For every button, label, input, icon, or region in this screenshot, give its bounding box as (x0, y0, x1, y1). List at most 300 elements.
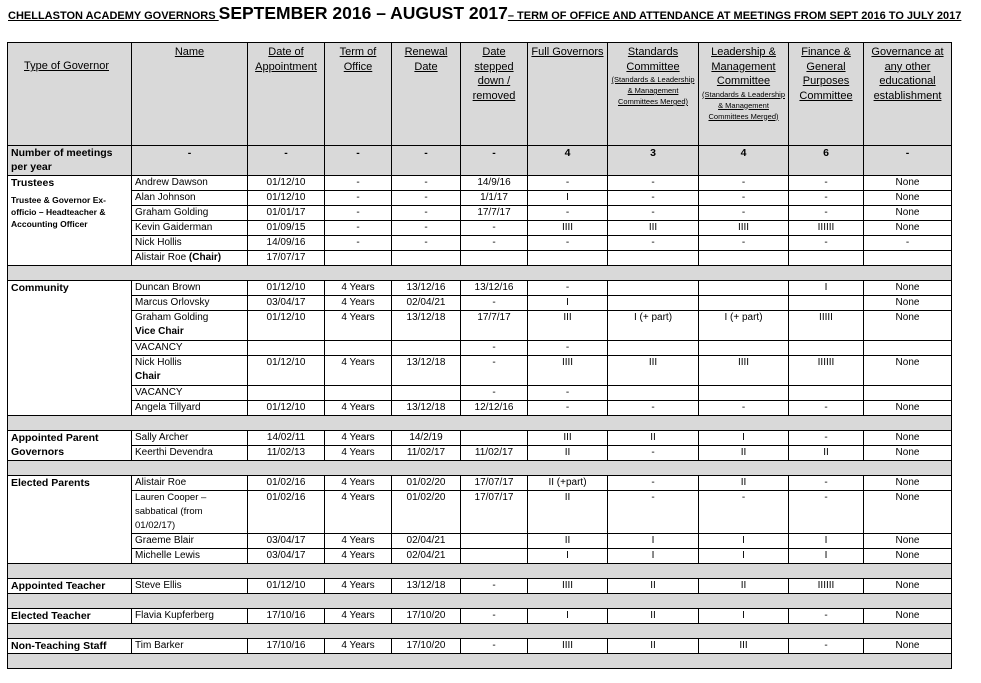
governor-renewal-cell: 17/10/20 (392, 639, 461, 654)
governor-stepped-cell (461, 431, 528, 446)
header-row (8, 43, 952, 146)
governor-full-cell: II (528, 534, 608, 549)
governor-standards-cell (608, 341, 699, 356)
governor-leadership-cell: IIII (699, 221, 789, 236)
table-row (8, 191, 952, 206)
governor-standards-cell: - (608, 401, 699, 416)
governor-standards-cell: - (608, 476, 699, 491)
governor-appointment-cell: 17/10/16 (248, 609, 325, 624)
governor-standards-cell: II (608, 639, 699, 654)
governor-full-cell: IIII (528, 356, 608, 386)
governor-role: Vice Chair (135, 326, 184, 337)
governor-term-cell: 4 Years (325, 431, 392, 446)
table-body (8, 146, 952, 669)
governor-type-label: Non-Teaching Staff (11, 640, 107, 652)
meetings-label: Number of meetings per year (8, 146, 132, 176)
table-row (8, 296, 952, 311)
governor-appointment-cell (248, 386, 325, 401)
governor-renewal-cell: 02/04/21 (392, 534, 461, 549)
governor-name-cell (132, 534, 248, 549)
governor-governance-cell: None (864, 639, 952, 654)
meetings-leadership: 4 (699, 146, 789, 176)
governor-governance-cell: None (864, 491, 952, 534)
header-appointment: Date of Appointment (248, 43, 325, 146)
governor-stepped-cell: - (461, 579, 528, 594)
governor-appointment-cell: 01/12/10 (248, 176, 325, 191)
meetings-row (8, 146, 952, 176)
governor-stepped-cell: 17/07/17 (461, 491, 528, 534)
governor-standards-cell: III (608, 356, 699, 386)
governor-term-cell: 4 Years (325, 491, 392, 534)
separator-cell (8, 266, 952, 281)
governor-finance-cell: IIIIII (789, 221, 864, 236)
governor-name: Nick Hollis (135, 237, 182, 248)
meetings-term: - (325, 146, 392, 176)
governor-name-cell (132, 401, 248, 416)
governor-type-label: Elected Teacher (11, 610, 91, 622)
governor-name: Duncan Brown (135, 282, 201, 293)
governor-governance-cell: None (864, 356, 952, 386)
governor-name: Flavia Kupferberg (135, 610, 214, 621)
governor-stepped-cell: - (461, 296, 528, 311)
governor-renewal-cell: 02/04/21 (392, 296, 461, 311)
governor-full-cell: - (528, 386, 608, 401)
governor-full-cell: I (528, 549, 608, 564)
governor-name: VACANCY (135, 342, 183, 353)
governor-name-cell (132, 296, 248, 311)
governor-type-cell (8, 579, 132, 594)
meetings-renewal: - (392, 146, 461, 176)
governor-name: Lauren Cooper – sabbatical (from 01/02/17) (135, 492, 207, 531)
governor-leadership-cell: I (699, 431, 789, 446)
governor-name-cell (132, 476, 248, 491)
governor-leadership-cell: II (699, 446, 789, 461)
governor-appointment-cell: 11/02/13 (248, 446, 325, 461)
governor-appointment-cell: 01/01/17 (248, 206, 325, 221)
governor-name-cell (132, 191, 248, 206)
governor-term-cell: 4 Years (325, 639, 392, 654)
governor-finance-cell: I (789, 534, 864, 549)
governor-type-cell (8, 639, 132, 654)
separator-cell (8, 654, 952, 669)
governor-finance-cell: - (789, 491, 864, 534)
governor-type-cell (8, 609, 132, 624)
governor-leadership-cell (699, 296, 789, 311)
governor-type-label: Appointed Parent Governors (11, 432, 99, 458)
governor-governance-cell: None (864, 476, 952, 491)
governor-name: Andrew Dawson (135, 177, 208, 188)
governor-governance-cell: None (864, 609, 952, 624)
governor-renewal-cell: - (392, 236, 461, 251)
governor-leadership-cell: - (699, 176, 789, 191)
governor-renewal-cell: 14/2/19 (392, 431, 461, 446)
governor-name-cell (132, 609, 248, 624)
governor-name: Angela Tillyard (135, 402, 201, 413)
governor-term-cell: - (325, 176, 392, 191)
governor-name-cell (132, 341, 248, 356)
governors-table (7, 42, 952, 669)
meetings-name: - (132, 146, 248, 176)
governor-type-label: Appointed Teacher (11, 580, 106, 592)
governor-type-cell (8, 176, 132, 266)
governor-standards-cell (608, 296, 699, 311)
governor-type-cell (8, 281, 132, 416)
governor-finance-cell: - (789, 191, 864, 206)
governor-full-cell: - (528, 401, 608, 416)
governor-renewal-cell (392, 341, 461, 356)
header-leadership-note: (Standards & Leadership & Management Committees Merged) (702, 89, 785, 121)
separator-row (8, 266, 952, 281)
governor-stepped-cell: - (461, 609, 528, 624)
governor-governance-cell: None (864, 191, 952, 206)
governor-governance-cell: None (864, 221, 952, 236)
governor-term-cell: 4 Years (325, 534, 392, 549)
governor-standards-cell (608, 386, 699, 401)
governor-term-cell: 4 Years (325, 356, 392, 386)
governor-standards-cell: - (608, 491, 699, 534)
governor-name-cell (132, 251, 248, 266)
table-row (8, 356, 952, 386)
governor-appointment-cell: 14/09/16 (248, 236, 325, 251)
governor-term-cell: 4 Years (325, 609, 392, 624)
table-row (8, 609, 952, 624)
table-row (8, 281, 952, 296)
governor-leadership-cell: II (699, 476, 789, 491)
governor-governance-cell: None (864, 446, 952, 461)
separator-cell (8, 564, 952, 579)
header-leadership (699, 43, 789, 146)
governor-renewal-cell: - (392, 191, 461, 206)
table-row (8, 236, 952, 251)
header-name: Name (132, 43, 248, 146)
governor-stepped-cell: - (461, 386, 528, 401)
governor-name-cell (132, 549, 248, 564)
table-row (8, 206, 952, 221)
governor-finance-cell: I (789, 549, 864, 564)
governor-name-cell (132, 311, 248, 341)
separator-cell (8, 624, 952, 639)
governor-governance-cell: None (864, 579, 952, 594)
governor-governance-cell: None (864, 311, 952, 341)
governor-full-cell: - (528, 236, 608, 251)
governor-leadership-cell (699, 386, 789, 401)
governor-governance-cell: None (864, 281, 952, 296)
governor-name-cell (132, 206, 248, 221)
separator-cell (8, 461, 952, 476)
governor-full-cell: IIII (528, 579, 608, 594)
governor-appointment-cell: 03/04/17 (248, 296, 325, 311)
governor-type-label: Community (11, 282, 69, 294)
meetings-finance: 6 (789, 146, 864, 176)
governor-stepped-cell: 14/9/16 (461, 176, 528, 191)
governor-standards-cell: - (608, 176, 699, 191)
header-term: Term of Office (325, 43, 392, 146)
governor-appointment-cell: 03/04/17 (248, 549, 325, 564)
governor-stepped-cell: 12/12/16 (461, 401, 528, 416)
governor-name-cell (132, 176, 248, 191)
governor-leadership-cell: I (+ part) (699, 311, 789, 341)
governor-type-cell (8, 476, 132, 564)
governor-governance-cell: None (864, 534, 952, 549)
governor-name: Marcus Orlovsky (135, 297, 210, 308)
table-row (8, 431, 952, 446)
governor-term-cell: - (325, 236, 392, 251)
governor-leadership-cell (699, 341, 789, 356)
governor-finance-cell: IIIII (789, 311, 864, 341)
governor-governance-cell: None (864, 206, 952, 221)
governor-appointment-cell (248, 341, 325, 356)
governor-stepped-cell: 11/02/17 (461, 446, 528, 461)
governor-standards-cell: I (608, 549, 699, 564)
governor-leadership-cell: IIII (699, 356, 789, 386)
governor-renewal-cell: - (392, 221, 461, 236)
governor-renewal-cell: 02/04/21 (392, 549, 461, 564)
governor-appointment-cell: 01/02/16 (248, 491, 325, 534)
governor-name: Alan Johnson (135, 192, 196, 203)
governor-type-cell (8, 431, 132, 461)
governor-renewal-cell: 01/02/20 (392, 491, 461, 534)
governor-finance-cell: - (789, 431, 864, 446)
governor-leadership-cell: - (699, 191, 789, 206)
governor-term-cell: - (325, 191, 392, 206)
meetings-stepped: - (461, 146, 528, 176)
separator-cell (8, 416, 952, 431)
governor-full-cell: I (528, 296, 608, 311)
governor-name-cell (132, 356, 248, 386)
governor-renewal-cell (392, 251, 461, 266)
governor-type-label: Elected Parents (11, 477, 90, 489)
separator-row (8, 654, 952, 669)
governor-term-cell: 4 Years (325, 476, 392, 491)
governor-full-cell: - (528, 341, 608, 356)
governor-renewal-cell: 13/12/18 (392, 579, 461, 594)
header-stepped: Date stepped down / removed (461, 43, 528, 146)
header-finance: Finance & General Purposes Committee (789, 43, 864, 146)
table-row (8, 401, 952, 416)
governor-finance-cell: I (789, 281, 864, 296)
table-row (8, 251, 952, 266)
governor-standards-cell: II (608, 609, 699, 624)
header-renewal: Renewal Date (392, 43, 461, 146)
header-standards (608, 43, 699, 146)
separator-row (8, 624, 952, 639)
header-standards-label: Standards Committee (626, 46, 680, 73)
governor-standards-cell: - (608, 446, 699, 461)
governor-governance-cell: None (864, 549, 952, 564)
governor-finance-cell (789, 386, 864, 401)
table-row (8, 639, 952, 654)
governor-renewal-cell: 13/12/18 (392, 356, 461, 386)
document-title (8, 3, 961, 26)
governor-name-cell (132, 386, 248, 401)
table-row (8, 549, 952, 564)
governor-type-note: Trustee & Governor Ex-officio – Headteacher & Accounting Officer (11, 195, 106, 229)
governor-name: Alistair Roe (135, 477, 187, 488)
governor-name-cell (132, 579, 248, 594)
governor-stepped-cell: - (461, 639, 528, 654)
governor-finance-cell: - (789, 236, 864, 251)
governor-stepped-cell: 17/7/17 (461, 311, 528, 341)
governor-name: Kevin Gaiderman (135, 222, 213, 233)
governor-stepped-cell: - (461, 236, 528, 251)
governor-name: VACANCY (135, 387, 183, 398)
table-row (8, 176, 952, 191)
header-leadership-label: Leadership & Management Committee (711, 46, 776, 87)
governor-finance-cell (789, 251, 864, 266)
governor-stepped-cell (461, 549, 528, 564)
governor-finance-cell (789, 296, 864, 311)
governor-governance-cell: None (864, 431, 952, 446)
table-row (8, 311, 952, 341)
governor-full-cell: - (528, 206, 608, 221)
governor-leadership-cell: - (699, 401, 789, 416)
governor-term-cell: 4 Years (325, 281, 392, 296)
governor-leadership-cell: I (699, 534, 789, 549)
governor-full-cell: IIII (528, 639, 608, 654)
governor-stepped-cell: - (461, 221, 528, 236)
governor-stepped-cell: 17/07/17 (461, 476, 528, 491)
governor-term-cell: 4 Years (325, 401, 392, 416)
governor-full-cell: - (528, 176, 608, 191)
separator-row (8, 564, 952, 579)
governor-finance-cell: II (789, 446, 864, 461)
governor-finance-cell: - (789, 609, 864, 624)
table-row (8, 446, 952, 461)
governor-governance-cell: None (864, 176, 952, 191)
governor-standards-cell: - (608, 206, 699, 221)
governor-standards-cell: I (+ part) (608, 311, 699, 341)
table-row (8, 386, 952, 401)
governor-leadership-cell: - (699, 206, 789, 221)
governor-term-cell: - (325, 206, 392, 221)
governor-name: Nick Hollis (135, 357, 182, 368)
governor-term-cell (325, 251, 392, 266)
governor-standards-cell (608, 281, 699, 296)
governor-governance-cell: None (864, 401, 952, 416)
governor-full-cell: III (528, 431, 608, 446)
governor-finance-cell: - (789, 639, 864, 654)
governor-stepped-cell: 13/12/16 (461, 281, 528, 296)
governor-appointment-cell: 17/07/17 (248, 251, 325, 266)
governor-renewal-cell: 13/12/16 (392, 281, 461, 296)
governor-appointment-cell: 01/12/10 (248, 579, 325, 594)
governor-term-cell (325, 386, 392, 401)
separator-cell (8, 594, 952, 609)
governor-leadership-cell (699, 281, 789, 296)
governor-renewal-cell: 17/10/20 (392, 609, 461, 624)
table-row (8, 341, 952, 356)
governor-stepped-cell: 1/1/17 (461, 191, 528, 206)
governor-stepped-cell: 17/7/17 (461, 206, 528, 221)
governor-standards-cell: - (608, 191, 699, 206)
governor-type-label: Trustees (11, 177, 55, 189)
governor-name: Steve Ellis (135, 580, 182, 591)
governor-name-cell (132, 236, 248, 251)
title-main: SEPTEMBER 2016 – AUGUST 2017 (218, 3, 508, 23)
governor-name-cell (132, 491, 248, 534)
governor-standards-cell: II (608, 579, 699, 594)
governor-name-cell (132, 221, 248, 236)
governor-renewal-cell: - (392, 206, 461, 221)
governor-term-cell (325, 341, 392, 356)
governor-appointment-cell: 01/12/10 (248, 191, 325, 206)
governor-leadership-cell: I (699, 609, 789, 624)
governor-full-cell: IIII (528, 221, 608, 236)
governor-name: Graham Golding (135, 207, 209, 218)
table-row (8, 491, 952, 534)
governor-name-cell (132, 281, 248, 296)
governor-name: Sally Archer (135, 432, 189, 443)
governor-name: Graham Golding (135, 312, 209, 323)
governor-term-cell: 4 Years (325, 549, 392, 564)
governor-leadership-cell: I (699, 549, 789, 564)
governor-name: Keerthi Devendra (135, 447, 213, 458)
governor-name-cell (132, 446, 248, 461)
governor-standards-cell: II (608, 431, 699, 446)
governor-renewal-cell: - (392, 176, 461, 191)
governor-finance-cell: - (789, 176, 864, 191)
header-governance: Governance at any other educational establishment (864, 43, 952, 146)
governor-name: Alistair Roe (135, 252, 189, 263)
governor-stepped-cell: - (461, 356, 528, 386)
governor-appointment-cell: 01/12/10 (248, 401, 325, 416)
separator-row (8, 461, 952, 476)
governor-standards-cell: III (608, 221, 699, 236)
header-type: Type of Governor (8, 43, 132, 146)
governor-stepped-cell (461, 534, 528, 549)
governor-finance-cell: - (789, 206, 864, 221)
governor-finance-cell: IIIIII (789, 579, 864, 594)
governor-leadership-cell: III (699, 639, 789, 654)
governor-appointment-cell: 01/02/16 (248, 476, 325, 491)
table-row (8, 476, 952, 491)
governor-governance-cell: None (864, 296, 952, 311)
governor-name-cell (132, 639, 248, 654)
governor-full-cell (528, 251, 608, 266)
governor-governance-cell (864, 386, 952, 401)
governor-governance-cell (864, 251, 952, 266)
governor-term-cell: 4 Years (325, 446, 392, 461)
governor-leadership-cell: - (699, 236, 789, 251)
governor-full-cell: II (+part) (528, 476, 608, 491)
governor-appointment-cell: 17/10/16 (248, 639, 325, 654)
governor-appointment-cell: 01/12/10 (248, 356, 325, 386)
governor-finance-cell: - (789, 401, 864, 416)
governor-appointment-cell: 03/04/17 (248, 534, 325, 549)
governor-stepped-cell (461, 251, 528, 266)
table-row (8, 534, 952, 549)
governor-appointment-cell: 01/12/10 (248, 311, 325, 341)
governor-full-cell: - (528, 281, 608, 296)
governor-governance-cell: - (864, 236, 952, 251)
governor-finance-cell: IIIIII (789, 356, 864, 386)
governor-governance-cell (864, 341, 952, 356)
governor-full-cell: II (528, 446, 608, 461)
governor-term-cell: 4 Years (325, 296, 392, 311)
governor-leadership-cell: - (699, 491, 789, 534)
separator-row (8, 594, 952, 609)
table-row (8, 221, 952, 236)
governor-name: Graeme Blair (135, 535, 194, 546)
meetings-standards: 3 (608, 146, 699, 176)
governor-leadership-cell: II (699, 579, 789, 594)
governor-full-cell: I (528, 609, 608, 624)
governor-appointment-cell: 14/02/11 (248, 431, 325, 446)
meetings-full: 4 (528, 146, 608, 176)
governor-appointment-cell: 01/12/10 (248, 281, 325, 296)
governor-finance-cell: - (789, 476, 864, 491)
governor-stepped-cell: - (461, 341, 528, 356)
